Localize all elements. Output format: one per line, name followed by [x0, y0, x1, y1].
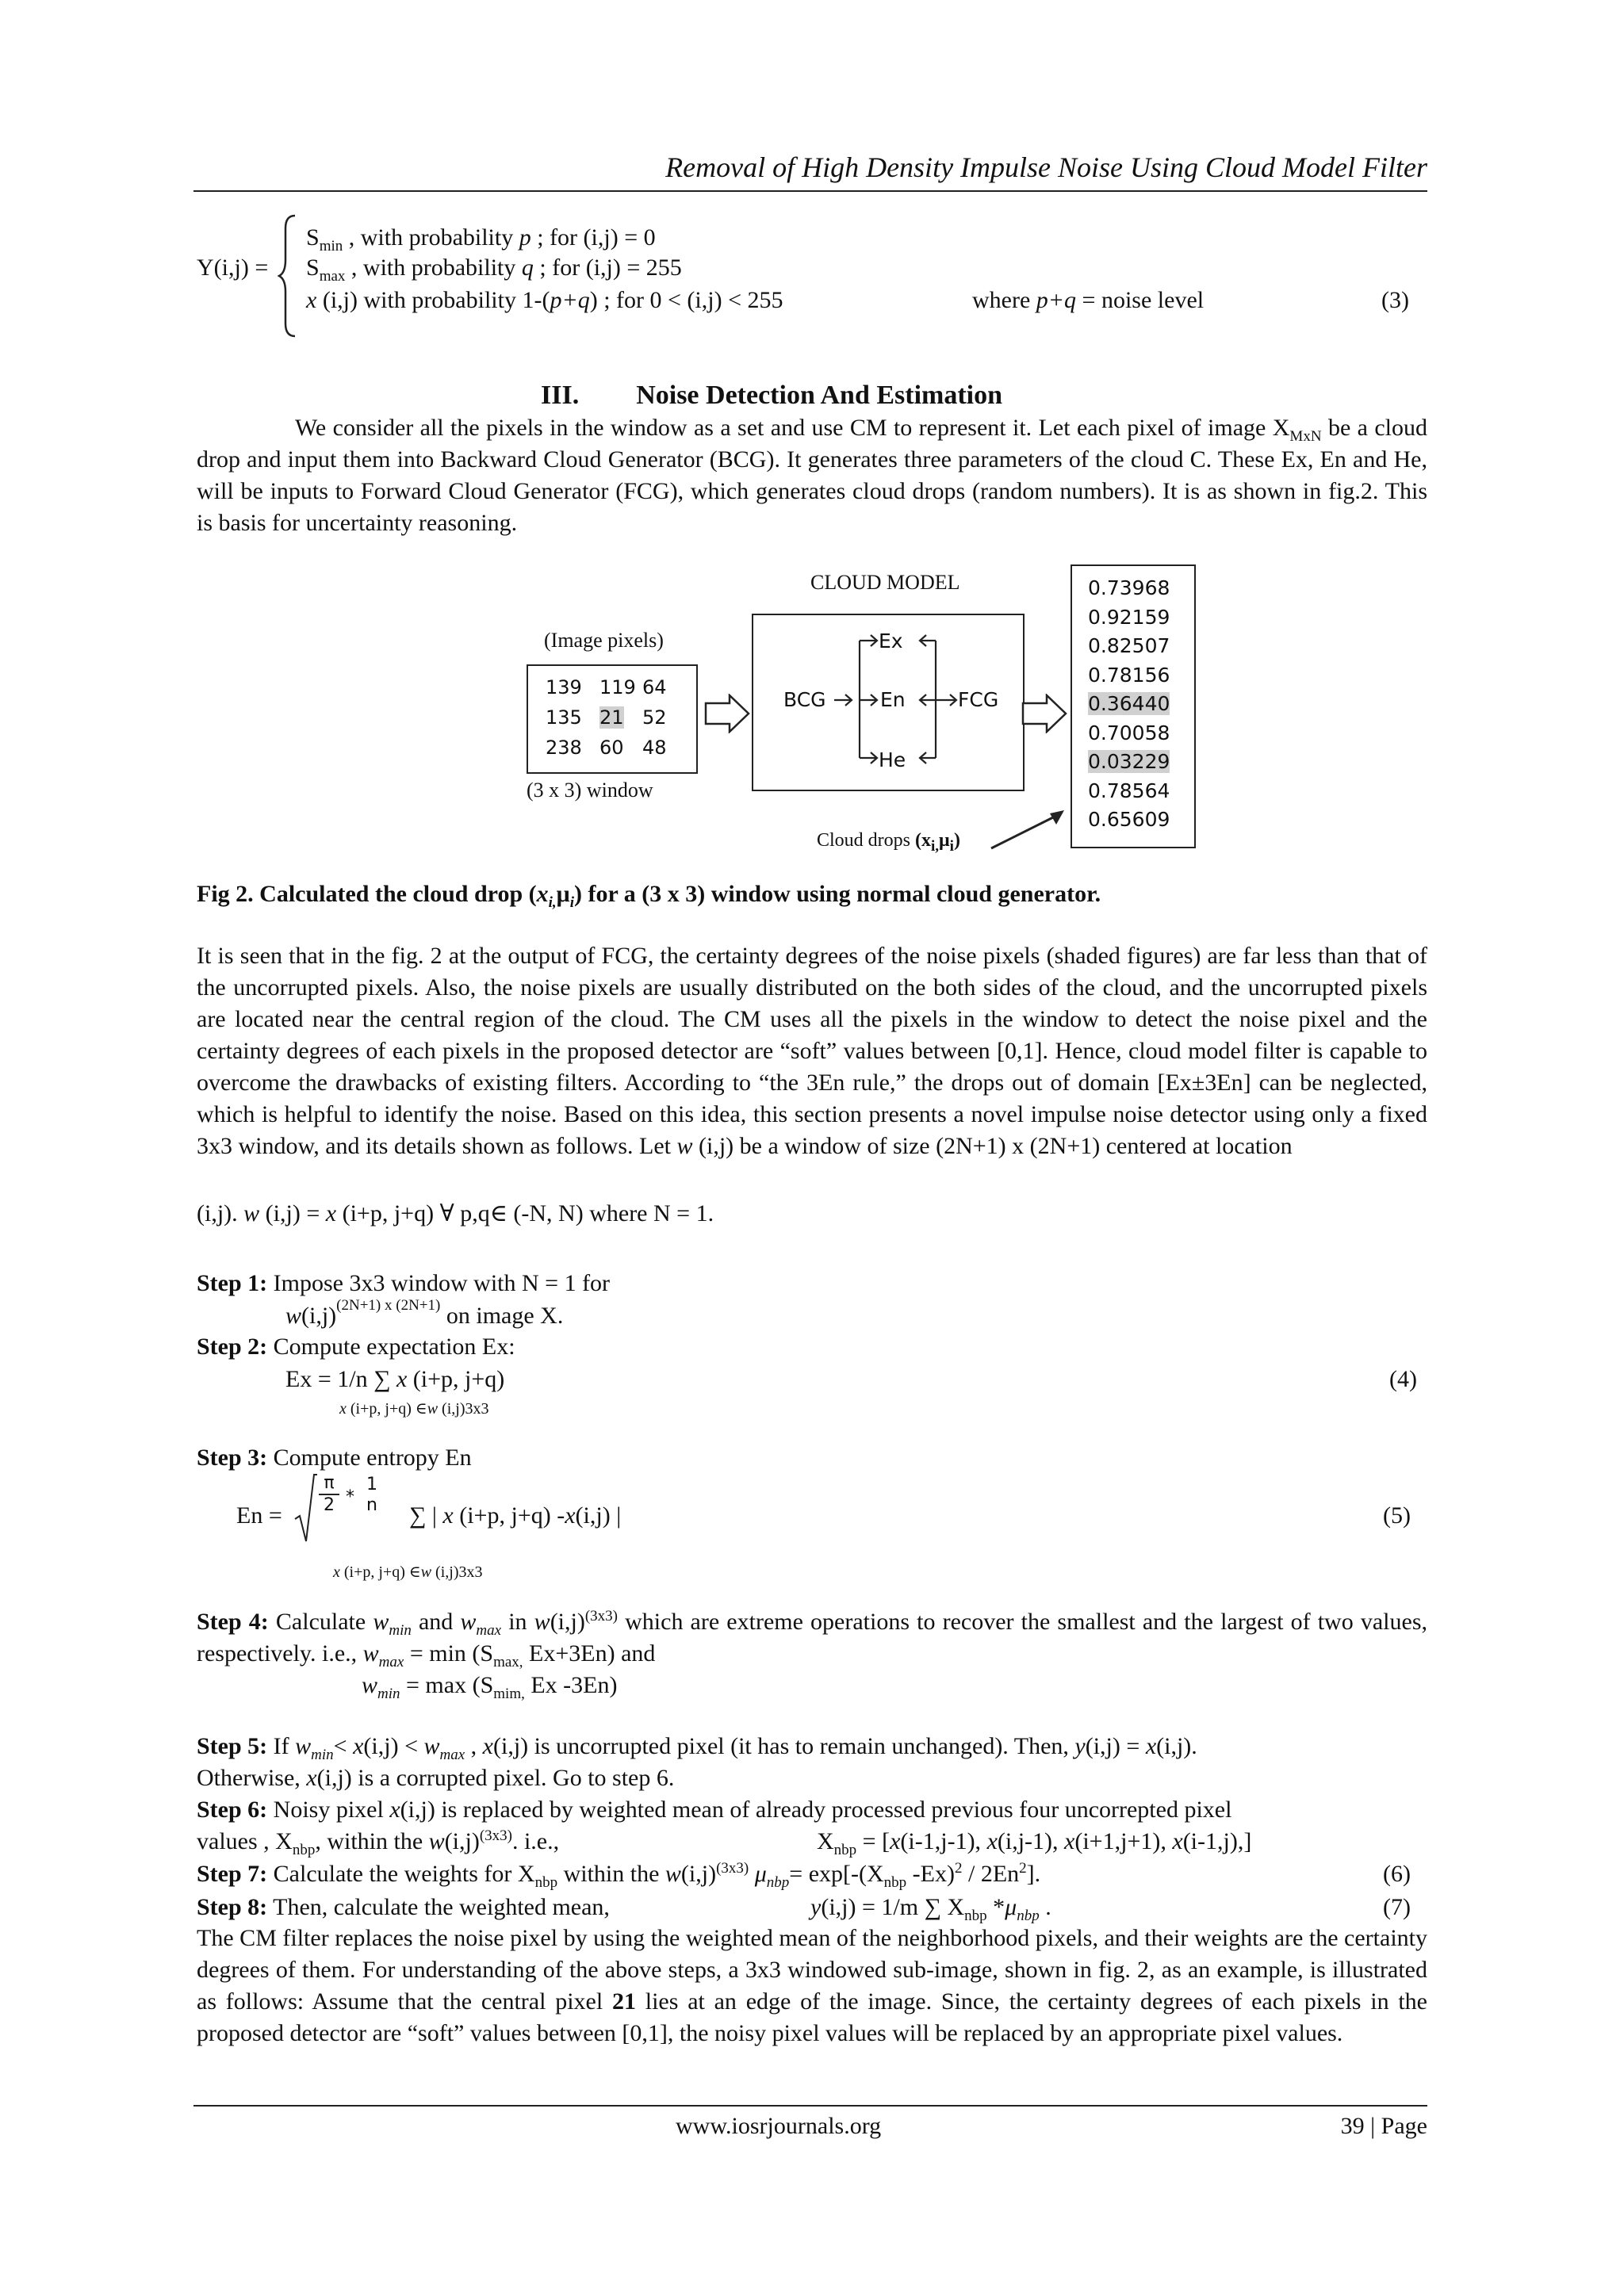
paragraph-discussion: It is seen that in the fig. 2 at the output of FCG, the certainty degrees of the noise pixels (shaded figures) are far less than that of the uncorrupted pixels. Also, the noise pixels are usually distributed on the both sides of the cloud, and the uncorrupted pixels are located near the central region of the cloud. The CM uses all the pixels in the window to detect the noise pixel and the certainty degrees of each pixels in the proposed detector are “soft” values between [0,1]. Hence, cloud model filter is capable to overcome the drawbacks of existing filters. According to “the 3En rule,” the drops out of domain [Ex±3En] can be neglected, which is helpful to identify the noise. Based on this idea, this section presents a novel impulse noise detector using only a fixed 3x3 window, and its details shown as follows. Let w (i,j) be a window of size (2N+1) x (2N+1) centered at location: [197, 943, 1427, 1159]
pixel-cell: 119: [599, 676, 636, 698]
arrow-right-icon: [704, 694, 752, 733]
pointer-arrow-icon: [988, 806, 1067, 853]
eq3-row3: x (i,j) with probability 1-(p+q) ; for 0 < (i,j) < 255: [306, 287, 783, 313]
drop-value: 0.70058: [1088, 721, 1170, 744]
window-definition: (i,j). w (i,j) = x (i+p, j+q) ∀ p,q∈ (-N, N) where N = 1.: [197, 1200, 714, 1226]
figure-cloud-model-label: CLOUD MODEL: [810, 571, 960, 594]
equation-7-number: (7): [1383, 1894, 1411, 1920]
pixel-cell: 139: [546, 676, 582, 698]
drop-value: 0.92159: [1088, 605, 1170, 629]
step-6-values: values , $X_{nbp}$, within the $w(i,j)^{(3x3)}$. i.e.,: [197, 1827, 560, 1858]
eq3-row1: $S_{min}$ , with probability p ; for (i,j) = 0: [306, 224, 656, 254]
eq3-number: (3): [1381, 287, 1409, 313]
eq3-row2: $S_{max}$ , with probability q ; for (i,j) = 255: [306, 254, 682, 285]
step-3: Step 3: Compute entropy En: [197, 1445, 472, 1471]
cloud-drops-list: [1088, 574, 1170, 835]
equation-4-number: (4): [1389, 1366, 1417, 1392]
pixel-grid: [546, 672, 688, 763]
pixel-window-box: [527, 664, 698, 774]
running-header: Removal of High Density Impulse Noise Using Cloud Model Filter: [665, 151, 1427, 183]
step-6: Step 6: Noisy pixel x(i,j) is replaced by weighted mean of already processed previous four uncorrepted pixel: [197, 1797, 1232, 1823]
section-heading: III. Noise Detection And Estimation: [541, 381, 1003, 410]
equation-7: y(i,j) = 1/m ∑ $X_{nbp}$ $*\mu_{nbp}$ .: [810, 1894, 1051, 1924]
eq3-where: where p+q = noise level: [972, 287, 1205, 313]
drop-value: 0.82507: [1088, 634, 1170, 657]
drop-value: 0.78156: [1088, 663, 1170, 687]
equation-5-sum: ∑ | x (i+p, j+q) -x(i,j) |: [409, 1502, 622, 1529]
step-1-window: $w(i,j)^{(2N+1) x (2N+1)}$ on image X.: [285, 1297, 564, 1329]
footer-page-number: 39 | Page: [1340, 2113, 1427, 2139]
pixel-cell-noisy: 21: [599, 706, 624, 729]
drop-value-noisy: 0.36440: [1088, 692, 1170, 715]
pixel-cell: 238: [546, 737, 582, 759]
cloud-drops-label: Cloud drops $(x_{i,}\mu_i)$: [817, 830, 960, 855]
multiply-sign: *: [346, 1487, 354, 1507]
header-rule: [193, 190, 1427, 192]
fcg-label: FCG: [958, 688, 999, 711]
bcg-label: BCG: [783, 688, 826, 711]
pixel-cell: 52: [642, 706, 667, 729]
pixel-cell: 48: [642, 737, 667, 759]
cloud-model-arrows: [831, 626, 974, 769]
cloud-drops-box: [1071, 564, 1196, 848]
step-8: Step 8: Then, calculate the weighted mean,: [197, 1894, 610, 1920]
equation-4: Ex = 1/n ∑ x (i+p, j+q): [285, 1366, 505, 1392]
figure-image-pixels-label: (Image pixels): [544, 629, 664, 652]
equation-5-number: (5): [1383, 1502, 1411, 1529]
equation-5-lhs: En =: [236, 1502, 282, 1529]
paragraph-example: The CM filter replaces the noise pixel by using the weighted mean of the neighborhood pixels, and their weights are the certainty degrees of them. For understanding of the above steps, a 3x3 windowed sub-image, shown in fig. 2, as an example, is illustrated as follows: Assume that the central pixel 21 lies at an edge of the image. Since, the certainty degrees of each pixels in the proposed detector are “soft” values between [0,1], the noisy pixel values will be replaced by an appropriate pixel values.: [197, 1925, 1427, 2046]
drop-value-noisy: 0.03229: [1088, 750, 1170, 773]
step-7: Step 7: Calculate the weights for $X_{nbp}$ within the $w(i,j)^{(3x3)}$ $\mu_{nbp}= \exp[-(X_{nbp}$ -Ex)$^2$ / 2En$^2$].: [197, 1860, 1041, 1891]
pixel-cell: 64: [642, 676, 667, 698]
drop-value: 0.65609: [1088, 808, 1170, 831]
equation-5-subscript: x (i+p, j+q) ∈w (i,j)3x3: [333, 1563, 483, 1581]
pixel-cell: 135: [546, 706, 582, 729]
equation-6-number: (6): [1383, 1861, 1411, 1887]
en-label: En: [880, 688, 906, 711]
step-4: Step 4: Calculate $w_{min}$ and $w_{max}$ in $w(i,j)^{(3x3)}$ which are extreme operations to recover the smallest and the largest of two values, respectively. i.e., $w_{max} = \min (S_{max,}$ Ex+3En) and: [197, 1608, 1427, 1670]
footer-url[interactable]: www.iosrjournals.org: [676, 2113, 882, 2139]
arrow-right-icon: [1021, 694, 1069, 733]
figure-window-label: (3 x 3) window: [527, 779, 653, 802]
sqrt-icon: [293, 1473, 317, 1544]
step-2: Step 2: Compute expectation Ex:: [197, 1334, 515, 1360]
footer-rule: [193, 2105, 1427, 2107]
step-6-xnbp: $X_{nbp} = [x(i-1,j-1)$, x(i,j-1), x(i+1,j+1), x(i-1,j),]: [817, 1828, 1252, 1858]
he-label: He: [879, 748, 906, 771]
drop-value: 0.73968: [1088, 576, 1170, 599]
equation-4-subscript: x (i+p, j+q) ∈w (i,j)3x3: [339, 1400, 489, 1418]
sqrt-fraction: π 2: [319, 1473, 339, 1516]
drop-value: 0.78564: [1088, 779, 1170, 802]
one-over-n: 1 n: [366, 1475, 377, 1515]
step-5: Step 5: If $w_{min}< x(i,j) < w_{max}$ , x(i,j) is uncorrupted pixel (it has to remain unchanged). Then, y(i,j) = x(i,j).: [197, 1733, 1197, 1763]
step-1: Step 1: Impose 3x3 window with N = 1 for: [197, 1270, 611, 1296]
ex-label: Ex: [879, 629, 903, 652]
step-4-wmin: $w_{min} = \max (S_{mim,}$ Ex -3En): [362, 1672, 618, 1702]
paragraph-intro: We consider all the pixels in the window as a set and use CM to represent it. Let each pixel of image $X_{MxN}$ be a cloud drop and input them into Backward Cloud Generator (BCG). It generates three parameters of the cloud C. These Ex, En and He, will be inputs to Forward Cloud Generator (FCG), which generates cloud drops (random numbers). It is as shown in fig.2. This is basis for uncertainty reasoning.: [197, 415, 1428, 536]
eq3-brace: [278, 212, 301, 339]
figure-caption: Fig 2. Calculated the cloud drop $(x_{i,}\mu_i)$ for a (3 x 3) window using normal cloud generator.: [197, 881, 1101, 911]
pixel-cell: 60: [599, 737, 624, 759]
step-5-otherwise: Otherwise, x(i,j) is a corrupted pixel. Go to step 6.: [197, 1765, 675, 1791]
eq3-lhs: Y(i,j) =: [197, 254, 269, 281]
